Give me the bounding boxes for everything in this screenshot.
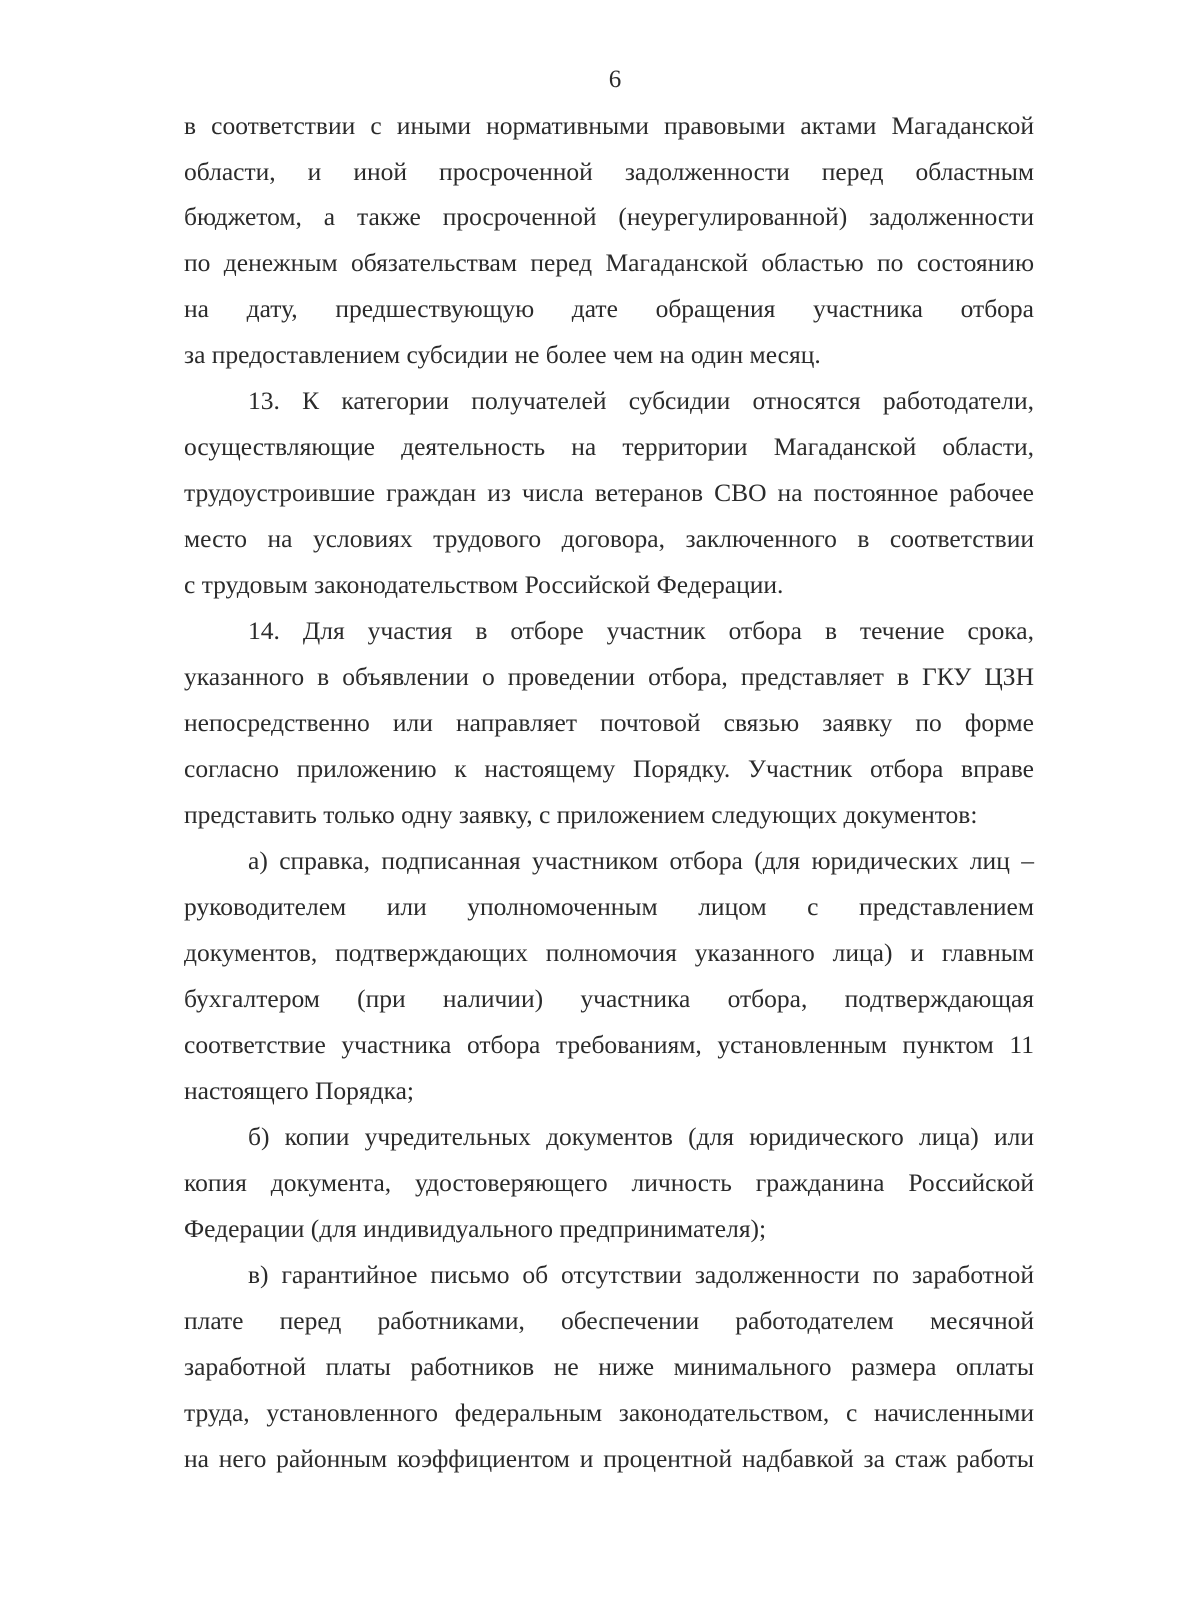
text-line: копия документа, удостоверяющего личность гражданина Российской <box>184 1168 1034 1197</box>
page-number: 6 <box>608 66 622 93</box>
text-line: согласно приложению к настоящему Порядку. Участник отбора вправе <box>184 754 1034 783</box>
text-line: документов, подтверждающих полномочия указанного лица) и главным <box>184 938 1034 967</box>
item-a-first-line: а) справка, подписанная участником отбора (для юридических лиц – <box>248 846 1034 875</box>
text-line: руководителем или уполномоченным лицом с представлением <box>184 892 1034 921</box>
text-line: с трудовым законодательством Российской Федерации. <box>184 570 784 599</box>
text-line: бухгалтером (при наличии) участника отбора, подтверждающая <box>184 984 1034 1013</box>
text-line: место на условиях трудового договора, заключенного в соответствии <box>184 524 1034 553</box>
text-line: области, и иной просроченной задолженности перед областным <box>184 157 1034 186</box>
text-line: настоящего Порядка; <box>184 1076 415 1105</box>
text-line: по денежным обязательствам перед Магаданской областью по состоянию <box>184 248 1034 277</box>
text-line: в соответствии с иными нормативными правовыми актами Магаданской <box>184 111 1034 140</box>
item-b-first-line: б) копии учредительных документов (для юридического лица) или <box>248 1122 1034 1151</box>
text-line: бюджетом, а также просроченной (неурегулированной) задолженности <box>184 202 1034 231</box>
text-line: представить только одну заявку, с приложением следующих документов: <box>184 800 978 829</box>
text-line: соответствие участника отбора требованиям, установленным пунктом 11 <box>184 1030 1034 1059</box>
item-v-first-line: в) гарантийное письмо об отсутствии задолженности по заработной <box>248 1260 1034 1289</box>
text-line: плате перед работниками, обеспечении работодателем месячной <box>184 1306 1034 1335</box>
text-line: осуществляющие деятельность на территории Магаданской области, <box>184 432 1034 461</box>
text-line: трудоустроившие граждан из числа ветеранов СВО на постоянное рабочее <box>184 478 1034 507</box>
text-line: на дату, предшествующую дате обращения участника отбора <box>184 294 1034 323</box>
text-line: непосредственно или направляет почтовой связью заявку по форме <box>184 708 1034 737</box>
text-line: труда, установленного федеральным законодательством, с начисленными <box>184 1398 1034 1427</box>
text-line: за предоставлением субсидии не более чем на один месяц. <box>184 340 821 369</box>
paragraph-13-first-line: 13. К категории получателей субсидии относятся работодатели, <box>248 386 1034 415</box>
text-line: заработной платы работников не ниже минимального размера оплаты <box>184 1352 1034 1381</box>
paragraph-14-first-line: 14. Для участия в отборе участник отбора в течение срока, <box>248 616 1034 645</box>
text-line: указанного в объявлении о проведении отбора, представляет в ГКУ ЦЗН <box>184 662 1034 691</box>
text-line: Федерации (для индивидуального предпринимателя); <box>184 1214 767 1243</box>
text-line: на него районным коэффициентом и процентной надбавкой за стаж работы <box>184 1444 1034 1473</box>
